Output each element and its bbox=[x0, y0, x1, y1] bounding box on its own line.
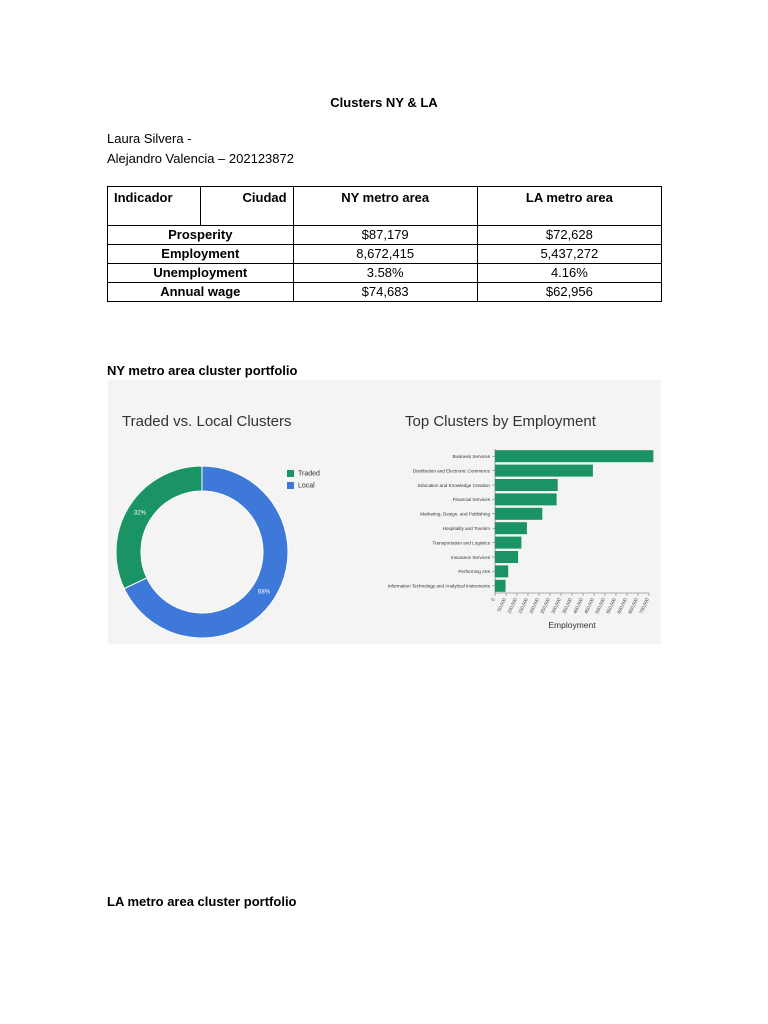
category-label: Hospitality and Tourism bbox=[442, 526, 490, 531]
category-label: Insurance Services bbox=[450, 554, 490, 560]
legend-label: Traded bbox=[298, 470, 320, 478]
category-label: Financial Services bbox=[452, 497, 490, 503]
bar bbox=[495, 450, 653, 462]
category-label: Transportation and Logistics bbox=[432, 540, 490, 546]
bar bbox=[495, 522, 527, 534]
bar bbox=[495, 580, 506, 592]
x-tick-label: 0 bbox=[490, 597, 496, 602]
row-label: Unemployment bbox=[108, 264, 294, 283]
legend-label: Local bbox=[298, 482, 315, 490]
bar bbox=[495, 493, 557, 505]
x-tick-label: 700,000 bbox=[638, 597, 650, 615]
bar bbox=[495, 508, 542, 520]
indicators-table bbox=[107, 186, 662, 302]
bar bbox=[495, 479, 558, 491]
row-ny-value: $74,683 bbox=[293, 283, 477, 302]
row-label: Prosperity bbox=[108, 226, 294, 245]
row-la-value: $62,956 bbox=[477, 283, 661, 302]
ny-cluster-charts bbox=[108, 380, 661, 644]
legend-local bbox=[287, 482, 315, 489]
author-1: Laura Silvera - bbox=[107, 131, 192, 146]
table-row bbox=[108, 245, 662, 264]
category-label: Distribution and Electronic Commerce bbox=[412, 468, 490, 474]
category-label: Marketing, Design, and Publishing bbox=[420, 511, 490, 517]
donut-chart-title: Traded vs. Local Clusters bbox=[122, 413, 292, 430]
ny-section-title: NY metro area cluster portfolio bbox=[107, 363, 298, 378]
document-title: Clusters NY & LA bbox=[330, 95, 438, 110]
x-tick-label: 500,000 bbox=[594, 597, 606, 615]
category-label: Information Technology and Analytical Instruments bbox=[387, 583, 490, 589]
x-tick-label: 550,000 bbox=[605, 597, 617, 615]
row-la-value: $72,628 bbox=[477, 226, 661, 245]
x-tick-label: 250,000 bbox=[539, 597, 551, 615]
donut-chart bbox=[108, 380, 661, 644]
la-section-title: LA metro area cluster portfolio bbox=[107, 894, 297, 909]
x-tick-label: 600,000 bbox=[616, 597, 628, 615]
x-tick-label: 100,000 bbox=[506, 597, 518, 615]
bar bbox=[495, 537, 521, 549]
category-label: Performing Arts bbox=[458, 569, 490, 575]
row-ny-value: $87,179 bbox=[293, 226, 477, 245]
row-ny-value: 3.58% bbox=[293, 264, 477, 283]
x-axis-label: Employment bbox=[548, 620, 596, 630]
row-label: Employment bbox=[108, 245, 294, 264]
row-la-value: 5,437,272 bbox=[477, 245, 661, 264]
x-tick-label: 300,000 bbox=[550, 597, 562, 615]
row-la-value: 4.16% bbox=[477, 264, 661, 283]
category-label: Business Services bbox=[452, 454, 490, 459]
x-tick-label: 450,000 bbox=[583, 597, 595, 615]
header-ciudad: Ciudad bbox=[200, 187, 293, 226]
header-indicador: Indicador bbox=[108, 187, 201, 226]
table-row bbox=[108, 283, 662, 302]
x-tick-label: 350,000 bbox=[561, 597, 573, 615]
legend-swatch-local bbox=[287, 482, 294, 489]
author-2: Alejandro Valencia – 202123872 bbox=[107, 151, 294, 166]
legend-traded bbox=[287, 470, 320, 477]
donut-slice-traded bbox=[116, 466, 202, 589]
slice-label: 68% bbox=[258, 589, 271, 596]
bar bbox=[495, 565, 508, 577]
legend-swatch-traded bbox=[287, 470, 294, 477]
header-ny: NY metro area bbox=[293, 187, 477, 226]
x-tick-label: 200,000 bbox=[528, 597, 540, 615]
x-tick-label: 650,000 bbox=[627, 597, 639, 615]
bar-chart-title: Top Clusters by Employment bbox=[405, 413, 596, 430]
row-ny-value: 8,672,415 bbox=[293, 245, 477, 264]
category-label: Education and Knowledge Creation bbox=[417, 482, 490, 488]
table-row bbox=[108, 226, 662, 245]
row-label: Annual wage bbox=[108, 283, 294, 302]
x-tick-label: 150,000 bbox=[517, 597, 529, 615]
x-tick-label: 50,000 bbox=[496, 597, 507, 613]
table-row bbox=[108, 264, 662, 283]
table-header-row bbox=[108, 187, 662, 226]
header-la: LA metro area bbox=[477, 187, 661, 226]
bar bbox=[495, 465, 593, 477]
slice-label: 32% bbox=[133, 510, 146, 517]
bar bbox=[495, 551, 518, 563]
x-tick-label: 400,000 bbox=[572, 597, 584, 615]
